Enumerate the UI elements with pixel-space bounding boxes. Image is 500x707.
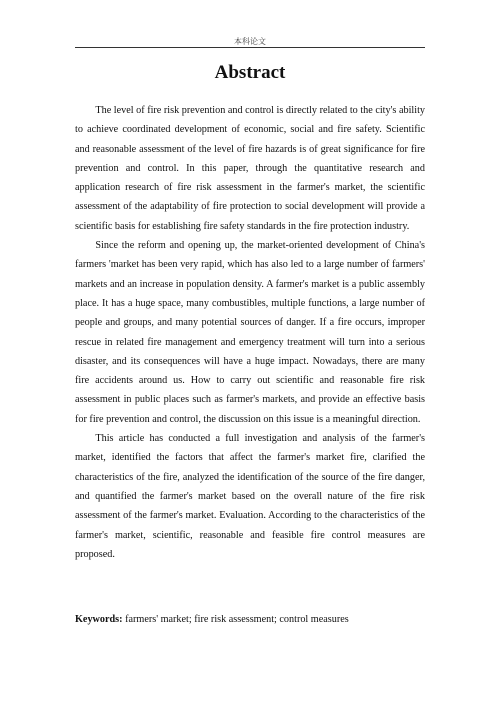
abstract-body: [75, 101, 425, 564]
running-header: 本科论文: [234, 37, 266, 46]
keywords-value: farmers' market; fire risk assessment; control measures: [125, 614, 349, 625]
abstract-paragraph-1: The level of fire risk prevention and control is directly related to the city's ability to achieve coordinated development of economic, social and fire safety. Scientific and reasonable assessment of the level of fire hazards is of great significance for fire prevention and control. In this paper, through the quantitative research and application research of fire risk assessment in the farmer's market, the scientific assessment of the adaptability of fire protection to social development will provide a scientific basis for establishing fire safety standards in the fire protection industry.: [75, 105, 425, 232]
abstract-paragraph-2: Since the reform and opening up, the market-oriented development of China's farmers 'market has been very rapid, which has also led to a large number of farmers' markets and an increase in population density. A farmer's market is a public assembly place. It has a huge space, many combustibles, multiple functions, a large number of people and groups, and many potential sources of danger. If a fire occurs, improper rescue in related fire management and emergency treatment will turn into a serious disaster, and its consequences will have a huge impact. Nowadays, there are many fire accidents around us. How to carry out scientific and reasonable fire risk assessment in public places such as farmer's markets, and provide an effective basis for fire prevention and control, the discussion on this issue is a meaningful direction.: [75, 240, 425, 425]
abstract-paragraph-3: This article has conducted a full investigation and analysis of the farmer's market, identified the factors that affect the farmer's market fire, clarified the characteristics of the fire, analyzed the identification of the source of the fire danger, and quantified the farmer's market based on the overall nature of the fire risk assessment of the farmer's market. Evaluation. According to the characteristics of the farmer's market, scientific, reasonable and feasible fire control measures are proposed.: [75, 433, 425, 560]
keywords-line: [75, 614, 425, 625]
page-title: Abstract: [214, 62, 286, 83]
keywords-label: Keywords:: [75, 614, 123, 625]
header-rule: [75, 47, 425, 48]
